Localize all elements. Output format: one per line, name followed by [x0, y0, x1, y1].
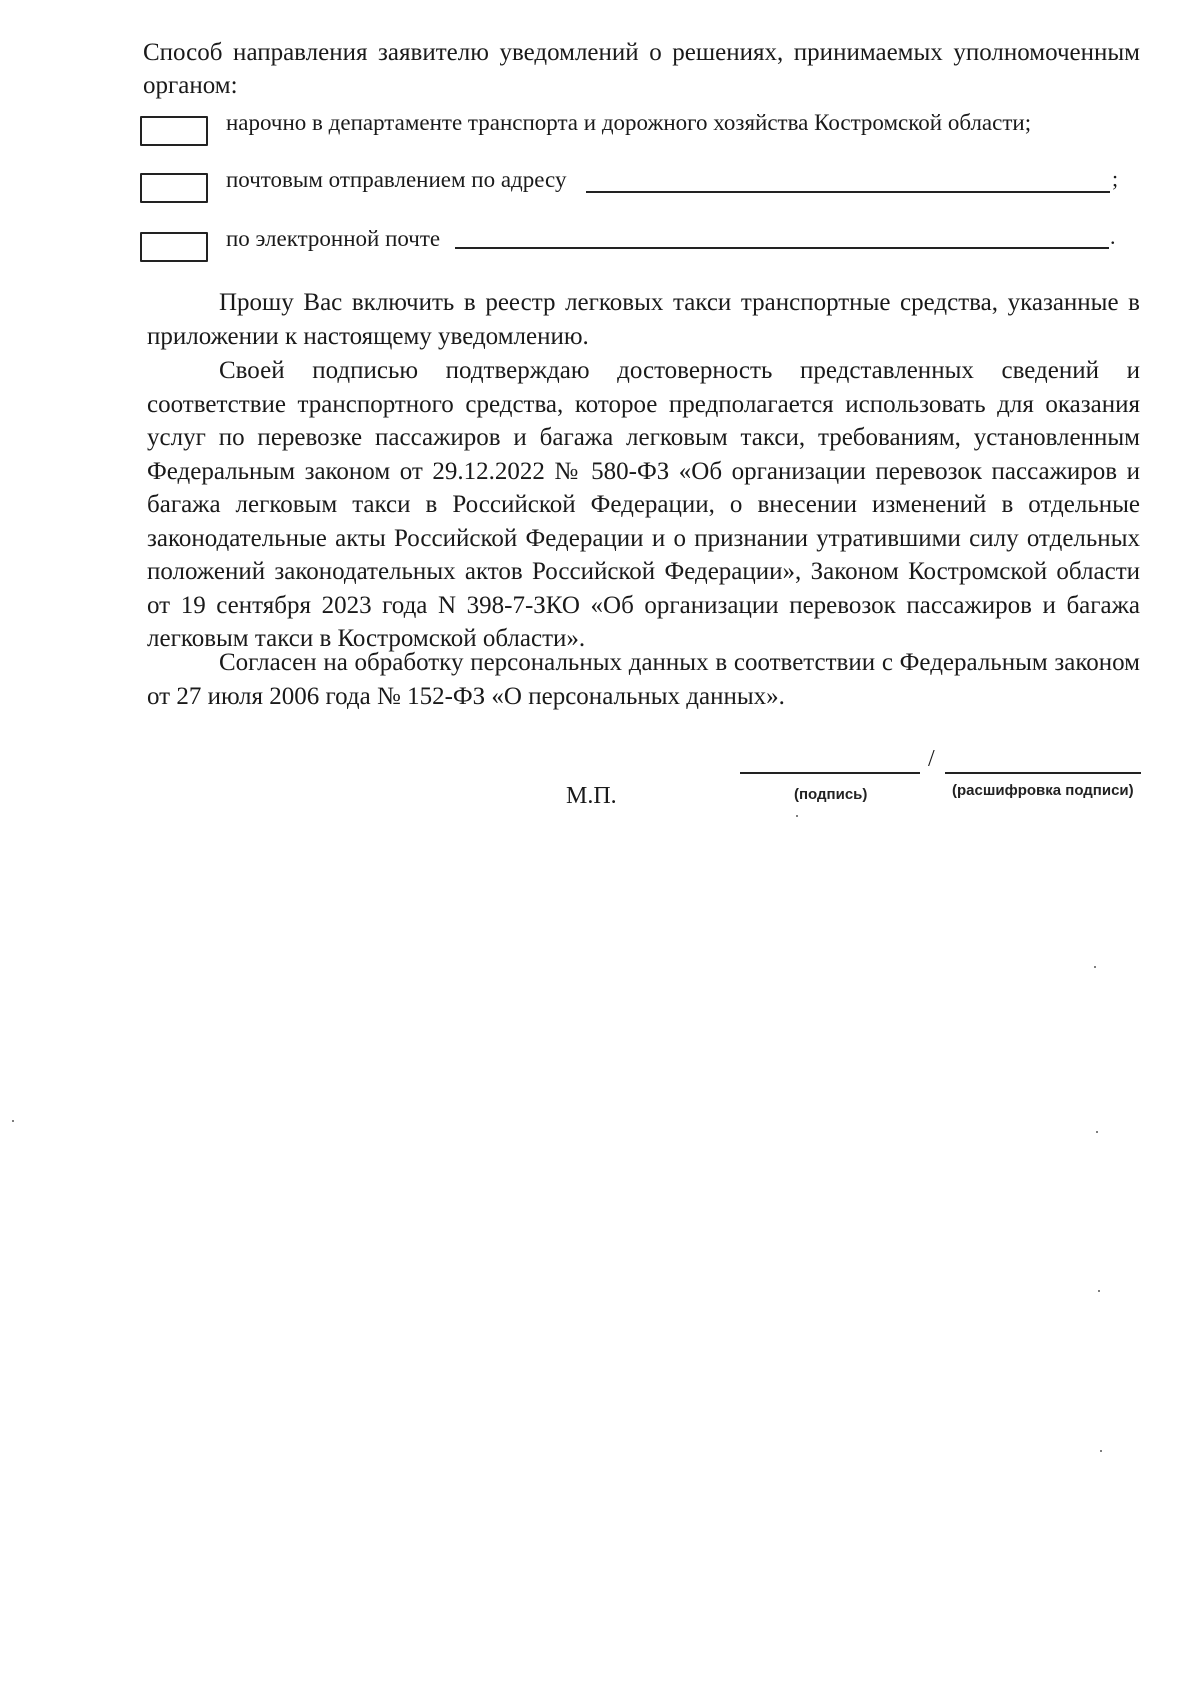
scan-speck [1100, 1450, 1102, 1452]
option-postal [140, 167, 1140, 207]
signature-line[interactable] [740, 772, 920, 774]
scan-speck [1094, 966, 1096, 968]
option-in-person [140, 110, 1140, 150]
signature-decode-line[interactable] [945, 772, 1141, 774]
seal-placeholder-label: М.П. [566, 783, 617, 809]
signature-separator: / [928, 746, 935, 772]
postal-trailing-mark: ; [1112, 166, 1119, 191]
confirmation-paragraph: Своей подписью подтверждаю достоверность представленных сведений и соответствие транспортного средства, которое предполагается использовать для оказания услуг по перевозке пассажиров и багажа легковым такси, требованиям, установленным Федеральным законом от 29.12.2022 № 580-ФЗ «Об организации перевозок пассажиров и багажа легковым такси в Российской Федерации, о внесении изменений в отдельные законодательные акты Российской Федерации и о признании утратившими силу отдельных положений законодательных актов Российской Федерации», Законом Костромской области от 19 сентября 2023 года N 398-7-ЗКО «Об организации перевозок пассажиров и багажа легковым такси в Костромской области». [147, 357, 1140, 652]
postal-address-field[interactable] [586, 191, 1110, 193]
scan-speck [1096, 1131, 1098, 1133]
scan-speck [796, 815, 798, 817]
scan-speck [12, 1120, 14, 1122]
email-trailing-mark: . [1110, 224, 1116, 249]
email-field[interactable] [455, 247, 1109, 249]
scan-speck [1098, 1290, 1100, 1292]
option-email-label: по электронной почте [226, 226, 441, 251]
consent-paragraph: Согласен на обработку персональных данных в соответствии с Федеральным законом от 27 июля 2006 года № 152-ФЗ «О персональных данных». [147, 649, 1140, 710]
signature-decode-caption: (расшифровка подписи) [952, 782, 1134, 799]
checkbox-in-person[interactable] [140, 116, 208, 146]
option-in-person-label: нарочно в департаменте транспорта и дорожного хозяйства Костромской области; [226, 110, 1032, 135]
checkbox-postal[interactable] [140, 173, 208, 203]
request-paragraph: Прошу Вас включить в реестр легковых такси транспортные средства, указанные в приложении к настоящему уведомлению. [147, 289, 1140, 350]
option-email [140, 226, 1140, 266]
checkbox-email[interactable] [140, 232, 208, 262]
notification-method-heading: Способ направления заявителю уведомлений о решениях, принимаемых уполномоченным органом: [143, 39, 1140, 99]
option-postal-label: почтовым отправлением по адресу [226, 167, 567, 192]
signature-caption: (подпись) [794, 786, 868, 803]
